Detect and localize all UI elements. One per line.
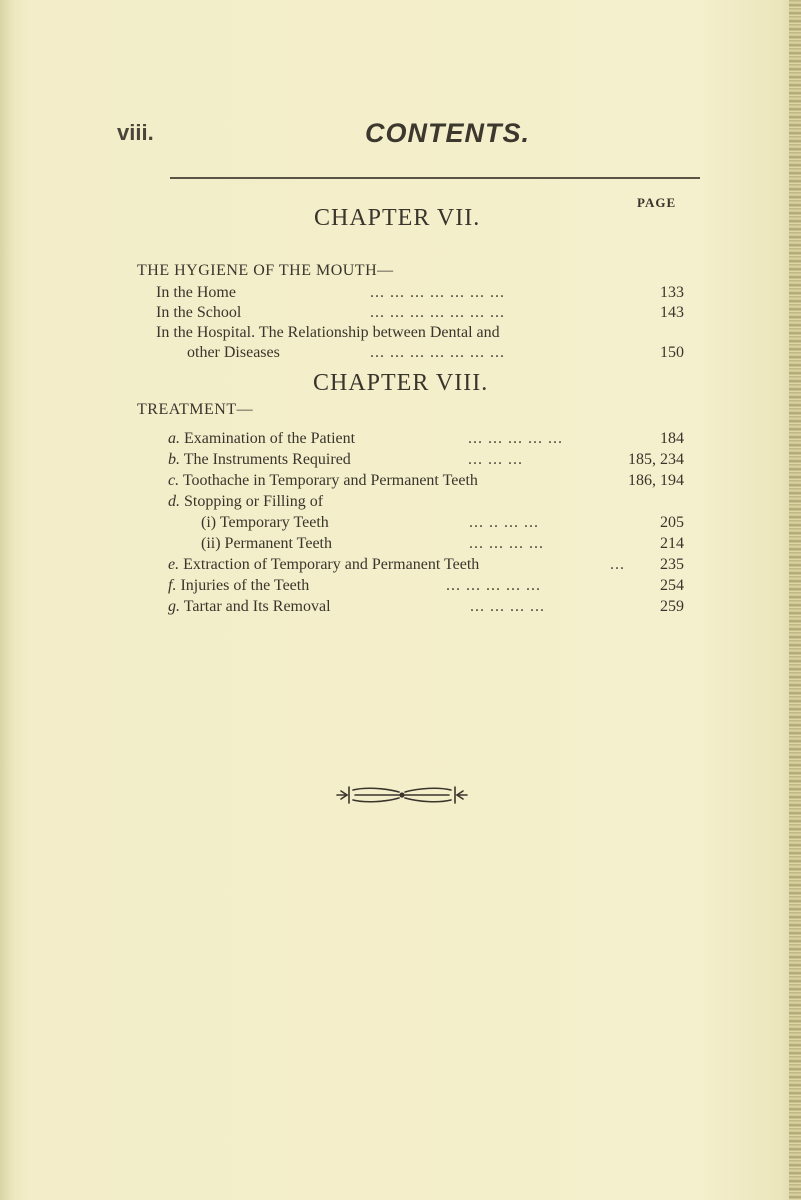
entry-page: 254 xyxy=(660,577,684,594)
part-title: TREATMENT— xyxy=(137,401,254,418)
entry-page: 185, 234 xyxy=(628,451,684,468)
leader-dots: ... ... ... ... ... xyxy=(446,577,541,594)
leader-dots: ... ... ... xyxy=(468,451,523,468)
entry-text: Extraction of Temporary and Permanent Teeth xyxy=(183,556,480,573)
toc-entry xyxy=(187,342,684,364)
entry-text: (ii) Permanent Teeth xyxy=(201,535,332,552)
entry-text: Stopping or Filling of xyxy=(184,493,324,510)
entry-text: other Diseases xyxy=(187,344,280,361)
toc-entry xyxy=(168,449,684,471)
toc-entry xyxy=(156,322,684,344)
tailpiece-ornament-icon xyxy=(335,782,469,808)
entry-page: 214 xyxy=(660,535,684,552)
leader-dots: ... ... ... ... xyxy=(470,598,545,615)
toc-entry xyxy=(201,512,684,534)
entry-letter: e. xyxy=(168,556,180,573)
page-edge xyxy=(789,0,801,1200)
entry-page: 133 xyxy=(660,284,684,301)
entry-text: The Instruments Required xyxy=(183,451,351,468)
entry-page: 150 xyxy=(660,344,684,361)
entry-text: In the School xyxy=(156,304,242,321)
page-column-label: PAGE xyxy=(637,195,677,210)
entry-text: Injuries of the Teeth xyxy=(180,577,310,594)
entry-letter: c. xyxy=(168,472,180,489)
leader-dots: ... xyxy=(610,556,625,573)
toc-entry xyxy=(168,554,684,576)
toc-entry xyxy=(201,533,684,555)
toc-entry xyxy=(168,428,684,450)
toc-entry xyxy=(168,470,684,492)
leader-dots: ... ... ... ... ... ... ... xyxy=(370,344,505,361)
page-folio: viii. xyxy=(117,120,154,145)
toc-entry xyxy=(156,302,684,324)
chapter-heading: CHAPTER VIII. xyxy=(313,370,489,396)
leader-dots: ... ... ... ... ... ... ... xyxy=(370,304,505,321)
leader-dots: ... ... ... ... ... xyxy=(468,430,563,447)
entry-page: 186, 194 xyxy=(628,472,684,489)
leader-dots: ... .. ... ... xyxy=(469,514,539,531)
entry-letter: d. xyxy=(168,493,180,510)
entry-letter: f. xyxy=(168,577,177,594)
entry-page: 259 xyxy=(660,598,684,615)
leader-dots: ... ... ... ... ... ... ... xyxy=(370,284,505,301)
entry-page: 184 xyxy=(660,430,684,447)
entry-text: (i) Temporary Teeth xyxy=(201,514,329,531)
entry-letter: b. xyxy=(168,451,180,468)
entry-text: Toothache in Temporary and Permanent Teeth xyxy=(182,472,478,489)
toc-entry xyxy=(168,491,684,513)
entry-text: In the Hospital. The Relationship between Dental and xyxy=(156,324,500,341)
running-title: CONTENTS. xyxy=(365,118,531,148)
entry-page: 205 xyxy=(660,514,684,531)
entry-text: In the Home xyxy=(156,284,236,301)
entry-page: 143 xyxy=(660,304,684,321)
chapter-heading: CHAPTER VII. xyxy=(314,205,481,231)
part-title: THE HYGIENE OF THE MOUTH— xyxy=(137,262,394,279)
entry-letter: g. xyxy=(168,598,180,615)
entry-text: Examination of the Patient xyxy=(184,430,356,447)
toc-entry xyxy=(156,282,684,304)
toc-entry xyxy=(168,596,684,618)
toc-entry xyxy=(168,575,684,597)
page-gutter xyxy=(0,0,14,1200)
entry-letter: a. xyxy=(168,430,180,447)
leader-dots: ... ... ... ... xyxy=(469,535,544,552)
header-rule xyxy=(170,177,700,179)
entry-text: Tartar and Its Removal xyxy=(183,598,331,615)
entry-page: 235 xyxy=(660,556,684,573)
